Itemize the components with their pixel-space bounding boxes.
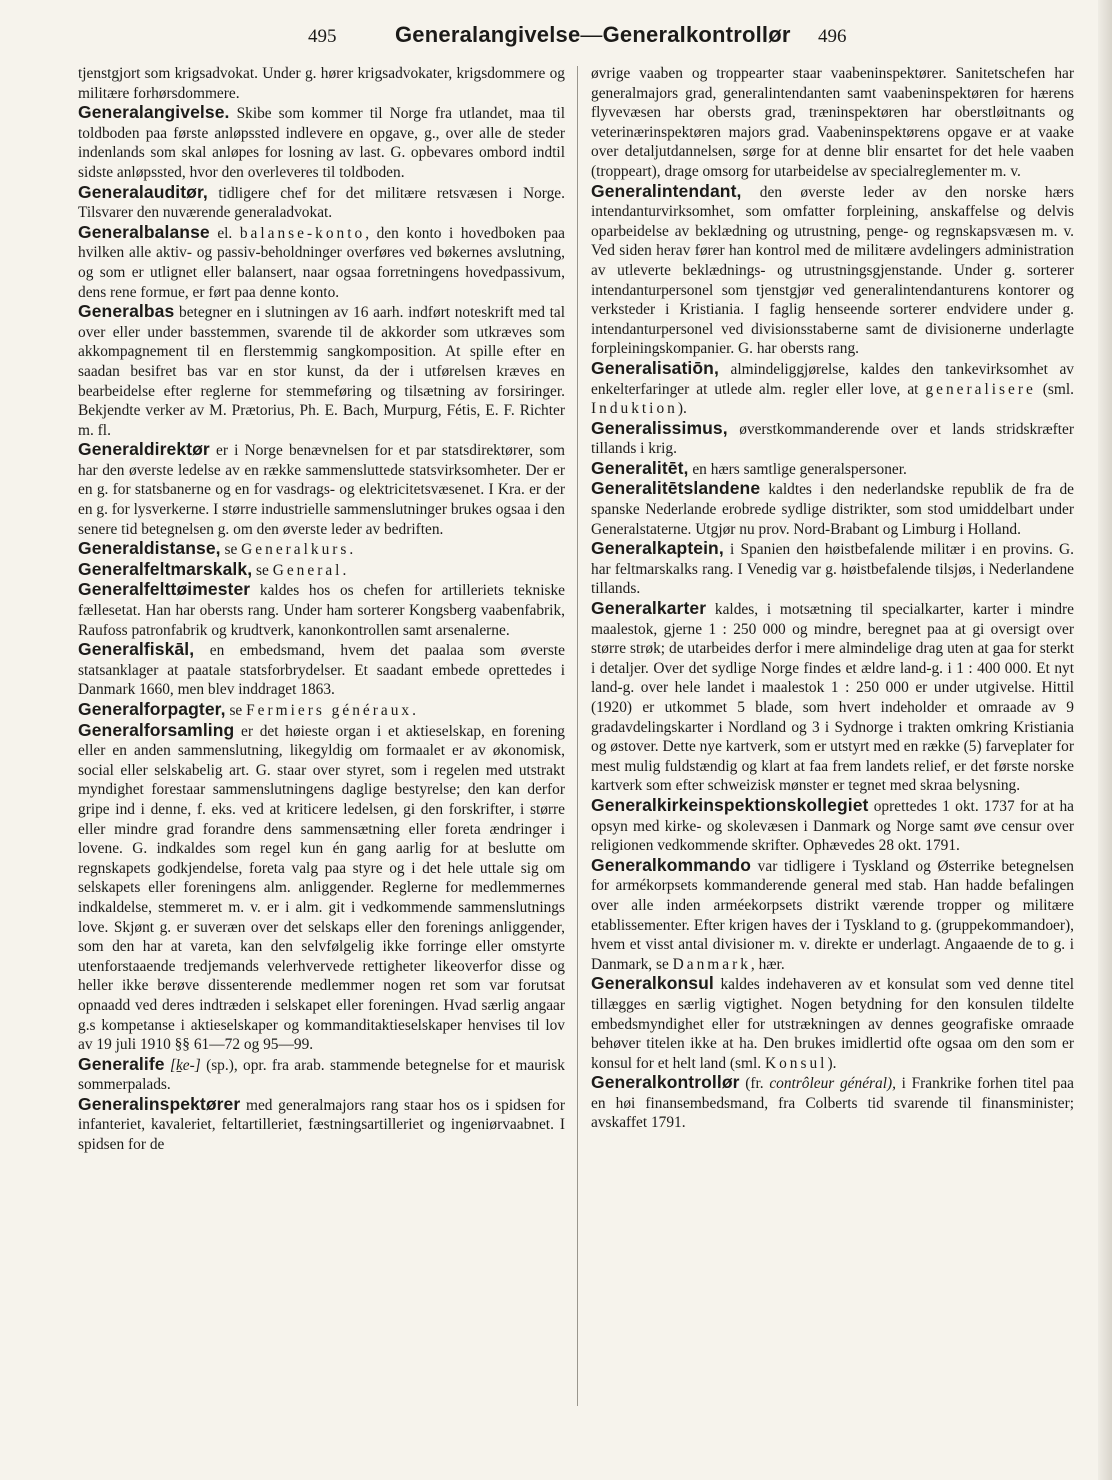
entry-text: . xyxy=(412,702,416,719)
entry-headword: Generalbas xyxy=(78,301,175,322)
entry-spaced-term: General xyxy=(272,561,343,579)
entry-headword: Generalfelttøimester xyxy=(78,579,251,600)
entry-text: en hærs samtlige generalspersoner. xyxy=(688,460,907,478)
entry-headword: Generalitētslandene xyxy=(591,478,761,499)
entry-headword: Generalitēt, xyxy=(591,457,689,478)
column-divider xyxy=(577,66,578,1406)
entry-text: (sp.), opr. fra arab. stammende betegnelse for et maurisk sommerpalads. xyxy=(78,1056,565,1094)
entry-text: . xyxy=(349,541,354,559)
entry-text: var tidligere i Tyskland og Østerrike betegnelsen for armékorpsets kommanderende general med stab. Han hadde befalingen over alle inden arméekorpsets distrikt værende tropper og militære etablissementer. Efter krigen haves der i Tyskland to g. (gruppekommandoer), hvem et visst antal divisioner m. v. direkte er underlagt. Angaaende de to g. i Danmark, se xyxy=(591,857,1074,973)
right-column xyxy=(591,64,1074,1404)
entry-headword: Generalforsamling xyxy=(78,719,235,740)
running-title-separator: — xyxy=(580,22,603,47)
entry-text: kaldes, i motsætning til specialkarter, karter i mindre maalestok, gjerne 1 : 250 000 og mindre, beregnet paa at gi oversigt over større strøk; de utarbeides derfor i mere almindelige drag uten at gaa for sterkt i detaljer. Over det sydlige Norge findes et ældre land-g. i 1 : 400 000. Et nyt land-g. over hele landet i maalestok 1 : 250 000 er under utgivelse. Hittil (1920) er utkommet 5 blade, som hvert indeholder et omraade av 9 gradavdelingskarter i Nordland og 3 i Sydnorge i trakten omkring Kristiania og østover. Dette nye kartverk, som er utstyrt med en række (5) farveplater for mest mulig fuldstændig og klart at faa frem landets relief, er det første norske kartverk som efter schweizisk mønster er tegnet med skraa belysning. xyxy=(591,601,1074,795)
entry-text: er i Norge benævnelsen for et par statsdirektører, som har den øverste ledelse av en række sammensluttede statsvirksomheter. Der er en g. for statsbanerne og en for vasdrags- og elektricitetsvæsenet. I Kra. er der en g. for lysverkerne. I større industrielle sammenslutninger brukes ogsaa i den senere tid betegnelsen g. om den øverste leder av bedriften. xyxy=(78,442,565,538)
entry-text: kaldes hos os chefen for artilleriets tekniske fællesetat. Han har obersts rang. Under ham sorterer Kongsberg vaabenfabrik, Raufoss patronfabrik og krudtverk, kanonkontrollen samt arsenalerne. xyxy=(78,582,565,639)
entry-text: almindeliggjørelse, kaldes den tankevirksomhet av enkelterfaringer at utlede alm. regler eller love, at xyxy=(591,360,1074,398)
entry-italic-pronunciation: [ḵe-] xyxy=(169,1056,201,1074)
entry-headword: Generalangivelse. xyxy=(78,102,230,123)
entry-text: i Frankrike forhen titel paa en høi finansembedsmand, fra Colberts tid svarende til finansminister; avskaffet 1791. xyxy=(591,1075,1074,1132)
entry xyxy=(591,599,1074,796)
entry-headword: Generalkontrollør xyxy=(591,1072,740,1093)
entry-text: en embedsmand, hvem det paalaa som øverste statsanklager at paatale statsforbrydelser. Et saadant embede oprettedes i Danmark 1660, men blev inddraget 1863. xyxy=(78,642,565,699)
entry xyxy=(591,459,1074,480)
entry xyxy=(591,1073,1074,1133)
entry-headword: Generalfeltmarskalk, xyxy=(78,558,253,579)
entry-headword: Generalkommando xyxy=(591,854,752,875)
entry xyxy=(78,721,565,1055)
entry-spaced-term: Induktion xyxy=(591,400,678,418)
entry-continuation xyxy=(78,64,565,103)
page-header xyxy=(0,22,1112,52)
entry-text: (fr. xyxy=(739,1075,770,1093)
entry-spaced-term: Generalkurs xyxy=(241,541,350,559)
entry-spaced-term: Konsul xyxy=(764,1054,828,1072)
entry xyxy=(78,560,565,581)
entry xyxy=(78,302,565,440)
running-title-second: Generalkontrollør xyxy=(602,22,791,47)
page-number-right: 496 xyxy=(818,26,847,47)
entry xyxy=(78,103,565,182)
entry-text: . xyxy=(342,561,347,579)
entry-headword: Generalauditør, xyxy=(78,181,208,202)
entry-text: øverstkommanderende over et lands stridskræfter tillands i krig. xyxy=(591,420,1074,458)
entry-text: er det høieste organ i et aktieselskap, en forening eller en anden sammenslutning, likegyldig om formaalet er av økonomisk, social eller selskabelig art. G. staar over styret, som i regelen med utstrakt myndighet forestaar sammenslutningens daglige bestyrelse; den kan derfor gripe ind i denne, f. eks. ved at kriticere ledelsen, gi den forskrifter, i større eller mindre grad forandre dens sammensætning eller foreta ændringer i lovene. G. indkaldes som regel kun én gang aarlig for at beslutte om regnskapets godkjendelse, foreta valg paa styre og i det hele uttale sig om selskapets eller foreningens alm. anliggender. Reglerne for medlemmernes indkaldelse, stemmeret m. v. er i alm. git i vedkommende sammenslutnings love. Skjønt g. er suveræn over det selskaps eller den forenings anliggender, som den har at vareta, kan den selvfølgelig ikke forringe eller omstyrte utenforstaaende tredjemands velerhvervede rettigheter likeoverfor disse og heller ikke berøve dissenterende medlemmer nogen ret som var forutsat opnaadd ved deres indtræden i selskapet eller foreningen. Hvad særlig angaar g.s kompetanse i aktieselskaper og kommanditaktieselskaper henvises til lov av 19 juli 1910 §§ 61—72 og 95—99. xyxy=(78,722,565,1054)
entry xyxy=(78,580,565,640)
entry xyxy=(591,479,1074,539)
entry-headword: Generalfiskāl, xyxy=(78,639,195,660)
entry xyxy=(78,440,565,539)
entry-text: med generalmajors rang staar hos os i spidsen for infanteriet, kavaleriet, feltartilleriet, fæstningsartilleriet og ingeniørvaabnet. I spidsen for de xyxy=(78,1096,565,1154)
entry xyxy=(78,183,565,223)
entry xyxy=(591,539,1074,599)
entry-headword: Generaldistanse, xyxy=(78,538,221,559)
entry-text: ). xyxy=(827,1054,837,1072)
entry xyxy=(78,539,565,560)
entry xyxy=(78,1055,565,1095)
entry xyxy=(591,182,1074,359)
entry-text: se xyxy=(225,702,247,719)
entry xyxy=(78,640,565,700)
entry-headword: Generalbalanse xyxy=(78,221,210,242)
entry-headword: Generalissimus, xyxy=(591,417,728,438)
entry-headword: Generalinspektører xyxy=(78,1093,241,1114)
page-number-left: 495 xyxy=(308,26,337,47)
entry xyxy=(78,700,565,721)
entry-text: øvrige vaaben og troppearter staar vaabeninspektører. Sanitetschefen har generalmajors grad, generalintendanten samt vaabeninspektøren for hærens flyvevæsen har obersts grad, træninspektøren har oberstløitnants og veterinærinspektøren majors grad. Vaabeninspektørens opgave er at vaake over detaljutdannelsen, sørge for at denne blir ensartet for det hele vaaben (troppeart), drage omsorg for utarbeidelse av specialreglementer m. v. xyxy=(591,65,1074,180)
entry xyxy=(591,856,1074,975)
entry-headword: Generalintendant, xyxy=(591,180,742,201)
entry-text: oprettedes 1 okt. 1737 for at ha opsyn med kirke- og skolevæsen i Danmark og Norge samt øve censur over religionen vedkommende skrifter. Ophævedes 28 okt. 1791. xyxy=(591,797,1074,855)
entry-text: betegner en i slutningen av 16 aarh. indført noteskrift med tal over eller under basstemmen, svarende til de akkorder som utkræves som akkompagnement til en flerstemmig sangkomposition. At spille efter en saadan besifret bas var en stor kunst, da der i utførelsen kræves en bearbeidelse efter reglerne for stemmeføring og tilsætning av forsiringer. Bekjendte verker av M. Prætorius, Ph. E. Bach, Murpurg, Fétis, E. F. Richter m. fl. xyxy=(78,304,565,439)
entry-text: se xyxy=(220,541,242,559)
entry-italic-term: contrôleur général), xyxy=(769,1075,896,1093)
entry xyxy=(591,974,1074,1073)
page-edge-shadow xyxy=(1098,0,1112,1480)
entry-text: (sml. xyxy=(1035,380,1074,398)
entry-spaced-term: Fermiers généraux xyxy=(246,702,413,719)
running-title-first: Generalangivelse xyxy=(395,22,581,47)
entry-text: ). xyxy=(677,400,687,418)
entry-text: , den konto i hovedboken paa hvilken alle aktiv- og passiv-beholdninger overføres ved bøkernes avslutning, og som er utlignet eller balansert, naar ogsaa forretningens hovedpassivum, dens rene formue, er ført paa denne konto. xyxy=(78,224,565,301)
entry xyxy=(78,1095,565,1155)
entry-headword: Generalkirkeinspektionskollegiet xyxy=(591,794,869,815)
running-title xyxy=(395,22,791,48)
left-column xyxy=(78,64,565,1404)
entry-text: den øverste leder av den norske hærs intendanturvirksomhet, som omfatter forpleining, anskaffelse og delvis oparbeidelse av beklædning og utrustning, penge- og regnskapsvæsen m. v. Ved siden herav fører han kontrol med de militære avdelingers administration av utleverte beklædnings- og utrustningsgjenstande. Under g. sorterer intendanturpersonel som tjenstgjør ved generalintendanturens kontorer og verksteder i Kristiania. I faglig henseende sorterer endvidere under g. intendanturpersonel ved divisionsstaberne samt de divisionerne underlagte forpleiningskompanier. G. har obersts rang. xyxy=(591,183,1074,358)
entry-text: el. xyxy=(209,224,240,242)
entry-spaced-term: generalisere xyxy=(925,380,1036,398)
entry-text: se xyxy=(252,561,273,579)
entry-spaced-term: balanse-konto xyxy=(239,224,366,242)
entry xyxy=(591,359,1074,419)
entry-headword: Generalkaptein, xyxy=(591,538,724,559)
entry-text: kaldes indehaveren av et konsulat som ved denne titel tillægges en særlig vigtighet. Nogen betydning for den konsulen tildelte embedsmyndighet eller for utstrækningen av dennes geografiske omraade behøver titelen ikke at ha. Den brukes imidlertid ofte ogsaa om den som er konsul for et helt land (sml. xyxy=(591,976,1074,1072)
entry xyxy=(78,223,565,302)
entry-continuation xyxy=(591,64,1074,182)
entry-text: kaldtes i den nederlandske republik de fra de spanske Nederlande erobrede sydlige distrikter, som stod umiddelbart under Generalstaterne. Utgjør nu prov. Nord-Brabant og Limburg i Holland. xyxy=(591,481,1074,538)
entry-headword: Generalkonsul xyxy=(591,973,714,994)
entry-text: i Spanien den høistbefalende militær i en provins. G. har feltmarskalks rang. I Venedig var g. høistbefalende tilsjøs, i Nederlandene tillands. xyxy=(591,541,1074,598)
entry-text: tjenstgjort som krigsadvokat. Under g. hører krigsadvokater, krigsdommere og militære forhørsdommere. xyxy=(78,65,565,102)
entry xyxy=(591,419,1074,459)
entry-headword: Generalife xyxy=(78,1053,165,1074)
entry-headword: Generalkarter xyxy=(591,598,707,619)
entry-spaced-term: Danmark xyxy=(672,955,751,973)
entry-text: tidligere chef for det militære retsvæsen i Norge. Tilsvarer den nuværende generaladvokat. xyxy=(78,184,565,222)
entry-headword: Generalisatiōn, xyxy=(591,357,719,378)
entry-text: Skibe som kommer til Norge fra utlandet, maa til toldboden paa første anløpssted indlevere en opgave, g., over alle de steder indenlands som skal anløpes for losning av last. G. opbevares ombord indtil sidste anløpssted, hvor den overleveres til toldboden. xyxy=(78,105,565,181)
entry-headword: Generalforpagter, xyxy=(78,699,226,719)
entry-text: , hær. xyxy=(750,955,785,973)
entry xyxy=(591,796,1074,856)
entry-headword: Generaldirektør xyxy=(78,439,210,460)
